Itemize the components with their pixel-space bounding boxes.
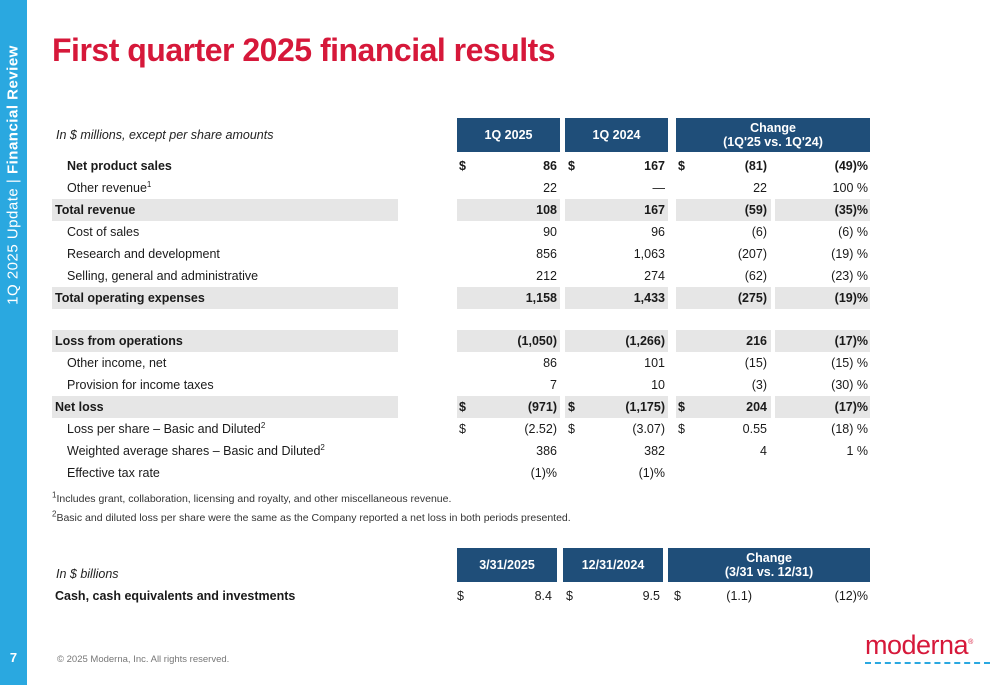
value-pct-change: (15) % <box>831 356 868 370</box>
value-1q2024: (1)% <box>638 466 665 480</box>
row-label: Total operating expenses <box>55 291 205 305</box>
logo-wordmark: moderna <box>865 630 969 660</box>
footnote-1: $^1$Includes grant, collaboration, licensing and royalty, and other miscellaneous revenue. <box>52 490 452 505</box>
table-row <box>52 440 870 462</box>
table-row <box>52 352 870 374</box>
value-change: (275) <box>737 291 767 305</box>
value-change: (15) <box>744 356 767 370</box>
value-1q2024: — <box>652 181 665 195</box>
value-1q2024: 101 <box>644 356 665 370</box>
row-label: Loss from operations <box>55 334 183 348</box>
value-change: 4 <box>760 444 767 458</box>
cur-1q2025: $ <box>459 422 466 436</box>
table-row <box>52 155 870 177</box>
sidebar-section-title: 1Q 2025 Update | Financial Review <box>4 45 22 305</box>
value-1q2025: (1)% <box>530 466 557 480</box>
value-1q2024: 1,433 <box>633 291 665 305</box>
table-row <box>52 396 870 418</box>
value-change: (3) <box>751 378 767 392</box>
row-label: Other revenue$^1$ <box>67 179 152 195</box>
header-change: Change (1Q'25 vs. 1Q'24) <box>676 118 870 152</box>
cur-change: $ <box>678 400 685 414</box>
value-pct-change: 1 % <box>846 444 868 458</box>
row-label: Net product sales <box>67 159 172 173</box>
value-1q2025: 7 <box>550 378 557 392</box>
value-change: (207) <box>737 247 767 261</box>
value-pct-change: 100 % <box>832 181 868 195</box>
value-1q2025: 90 <box>543 225 557 239</box>
table-row <box>52 243 870 265</box>
logo-registered-mark: ® <box>968 639 973 646</box>
value-1q2024: (1,266) <box>625 334 665 348</box>
footnote-2: $^2$Basic and diluted loss per share were the same as the Company reported a net loss in both periods presented. <box>52 509 571 524</box>
cur-change: $ <box>678 159 685 173</box>
value-pct-change <box>782 462 868 484</box>
value-pct-change: (6) % <box>838 225 868 239</box>
value-1q2024: 1,063 <box>633 247 665 261</box>
value-pct-change: (19) % <box>831 247 868 261</box>
value-3-31-2025: 8.4 <box>534 589 552 603</box>
row-label: Total revenue <box>55 203 136 217</box>
value-1q2024: 167 <box>644 159 665 173</box>
value-pct-change: (30) % <box>831 378 868 392</box>
header-12-31-2024: 12/31/2024 <box>563 548 663 582</box>
table-row <box>52 418 870 440</box>
value-change: (1.1) <box>726 589 752 603</box>
value-change: 22 <box>753 181 767 195</box>
value-pct-change: (12)% <box>834 589 868 603</box>
value-1q2024: (1,175) <box>625 400 665 414</box>
value-change: (81) <box>744 159 767 173</box>
value-pct-change: (49)% <box>834 159 868 173</box>
row-label: Loss per share – Basic and Diluted$^2$ <box>67 420 266 436</box>
cash-units-label: In $ billions <box>56 567 119 581</box>
value-change: (62) <box>744 269 767 283</box>
value-1q2025: (2.52) <box>524 422 557 436</box>
value-1q2025: (971) <box>527 400 557 414</box>
row-label: Weighted average shares – Basic and Diluted$^2$ <box>67 442 325 458</box>
row-label: Net loss <box>55 400 104 414</box>
cur-1q2024: $ <box>568 400 575 414</box>
value-change: 204 <box>746 400 767 414</box>
row-label: Research and development <box>67 247 220 261</box>
logo-dashed-line <box>865 662 990 664</box>
cur-a: $ <box>457 589 464 603</box>
value-pct-change: (18) % <box>831 422 868 436</box>
value-1q2024: 274 <box>644 269 665 283</box>
table-row <box>52 374 870 396</box>
value-1q2025: 856 <box>536 247 557 261</box>
value-pct-change: (17)% <box>834 334 868 348</box>
row-label: Effective tax rate <box>67 466 160 480</box>
table-row <box>52 265 870 287</box>
income-units-label: In $ millions, except per share amounts <box>56 128 274 142</box>
cur-change: $ <box>678 422 685 436</box>
value-1q2024: 10 <box>651 378 665 392</box>
header-cash-change: Change (3/31 vs. 12/31) <box>668 548 870 582</box>
value-pct-change: (23) % <box>831 269 868 283</box>
table-row <box>52 177 870 199</box>
value-1q2025: 386 <box>536 444 557 458</box>
sidebar <box>0 0 27 685</box>
cur-c: $ <box>674 589 681 603</box>
value-1q2025: 86 <box>543 159 557 173</box>
cash-row <box>52 585 870 607</box>
value-1q2025: 86 <box>543 356 557 370</box>
value-1q2025: 108 <box>536 203 557 217</box>
value-12-31-2024: 9.5 <box>642 589 660 603</box>
value-1q2024: (3.07) <box>632 422 665 436</box>
value-pct-change: (35)% <box>834 203 868 217</box>
cur-1q2024: $ <box>568 159 575 173</box>
cur-1q2024: $ <box>568 422 575 436</box>
value-1q2025: (1,050) <box>517 334 557 348</box>
row-label: Cost of sales <box>67 225 140 239</box>
table-row <box>52 287 870 309</box>
cur-1q2025: $ <box>459 400 466 414</box>
value-change <box>692 462 767 484</box>
table-row <box>52 221 870 243</box>
value-change: (6) <box>751 225 767 239</box>
row-label: Provision for income taxes <box>67 378 214 392</box>
header-3-31-2025: 3/31/2025 <box>457 548 557 582</box>
copyright: © 2025 Moderna, Inc. All rights reserved. <box>57 654 230 665</box>
value-1q2025: 1,158 <box>525 291 557 305</box>
value-1q2024: 167 <box>644 203 665 217</box>
row-label: Other income, net <box>67 356 167 370</box>
value-1q2025: 22 <box>543 181 557 195</box>
value-1q2025: 212 <box>536 269 557 283</box>
table-row <box>52 462 870 484</box>
value-pct-change: (19)% <box>834 291 868 305</box>
header-1q2025: 1Q 2025 <box>457 118 560 152</box>
cur-1q2025: $ <box>459 159 466 173</box>
value-pct-change: (17)% <box>834 400 868 414</box>
value-change: 216 <box>746 334 767 348</box>
moderna-logo <box>865 628 990 668</box>
row-label: Selling, general and administrative <box>67 269 259 283</box>
value-1q2024: 96 <box>651 225 665 239</box>
cur-b: $ <box>566 589 573 603</box>
header-1q2024: 1Q 2024 <box>565 118 668 152</box>
value-1q2024: 382 <box>644 444 665 458</box>
value-change: (59) <box>744 203 767 217</box>
table-row <box>52 330 870 352</box>
row-label: Cash, cash equivalents and investments <box>55 589 296 603</box>
value-change: 0.55 <box>742 422 767 436</box>
table-row <box>52 199 870 221</box>
page-number: 7 <box>9 650 18 665</box>
page-title: First quarter 2025 financial results <box>52 32 556 68</box>
